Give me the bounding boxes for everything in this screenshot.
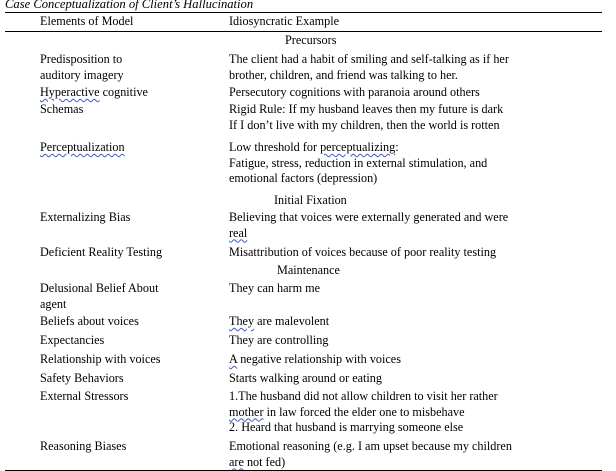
header-rule xyxy=(5,31,602,32)
row-reasoning-example: Emotional reasoning (e.g. I am upset because my children are not fed) xyxy=(229,439,512,469)
row-perceptualization-example: Low threshold for perceptualizing: Fatigue, stress, reduction in external stimulation, and emotional factors (depression) xyxy=(229,140,488,185)
section-precursors: Precursors xyxy=(285,33,337,47)
row-perceptualization-label: Perceptualization xyxy=(40,140,125,154)
row-safety-example: Starts walking around or eating xyxy=(229,371,382,385)
row-schemas-example: Rigid Rule: If my husband leaves then my future is dark If I don’t live with my children, then the world is rotten xyxy=(229,102,504,132)
row-beliefs-example: They are malevolent xyxy=(229,314,330,328)
row-externalizing-label: Externalizing Bias xyxy=(40,210,131,224)
row-relationship-example: A negative relationship with voices xyxy=(229,352,401,366)
row-reasoning-label: Reasoning Biases xyxy=(40,439,127,453)
row-delusional-label: Delusional Belief About agent xyxy=(40,281,159,311)
row-predisposition-example: The client had a habit of smiling and self-talking as if her brother, children, and friend was talking to her. xyxy=(229,52,509,82)
section-initial-fixation: Initial Fixation xyxy=(274,193,347,207)
top-rule xyxy=(5,12,602,13)
row-expectancies-example: They are controlling xyxy=(229,333,329,347)
header-idiosyncratic-example: Idiosyncratic Example xyxy=(229,14,339,28)
header-elements-of-model: Elements of Model xyxy=(40,14,134,28)
row-hyperactive-example: Persecutory cognitions with paranoia around others xyxy=(229,85,480,99)
row-stressors-example: 1.The husband did not allow children to visit her rather mother in law forced the elder one to misbehave 2. Heard that husband is marrying someone else xyxy=(229,389,498,434)
row-safety-label: Safety Behaviors xyxy=(40,371,124,385)
row-reality-testing-example: Misattribution of voices because of poor reality testing xyxy=(229,245,497,259)
table-caption: Case Conceptualization of Client’s Hallucination xyxy=(5,0,254,11)
row-expectancies-label: Expectancies xyxy=(40,333,105,347)
row-stressors-label: External Stressors xyxy=(40,389,129,403)
section-maintenance: Maintenance xyxy=(277,263,340,277)
row-beliefs-label: Beliefs about voices xyxy=(40,314,139,328)
row-delusional-example: They can harm me xyxy=(229,281,321,295)
row-predisposition-label: Predisposition to auditory imagery xyxy=(40,52,124,82)
row-relationship-label: Relationship with voices xyxy=(40,352,161,366)
row-schemas-label: Schemas xyxy=(40,102,84,116)
row-externalizing-example: Believing that voices were externally generated and were real xyxy=(229,210,509,240)
row-hyperactive-label: Hyperactive cognitive xyxy=(40,85,148,99)
row-reality-testing-label: Deficient Reality Testing xyxy=(40,245,163,259)
